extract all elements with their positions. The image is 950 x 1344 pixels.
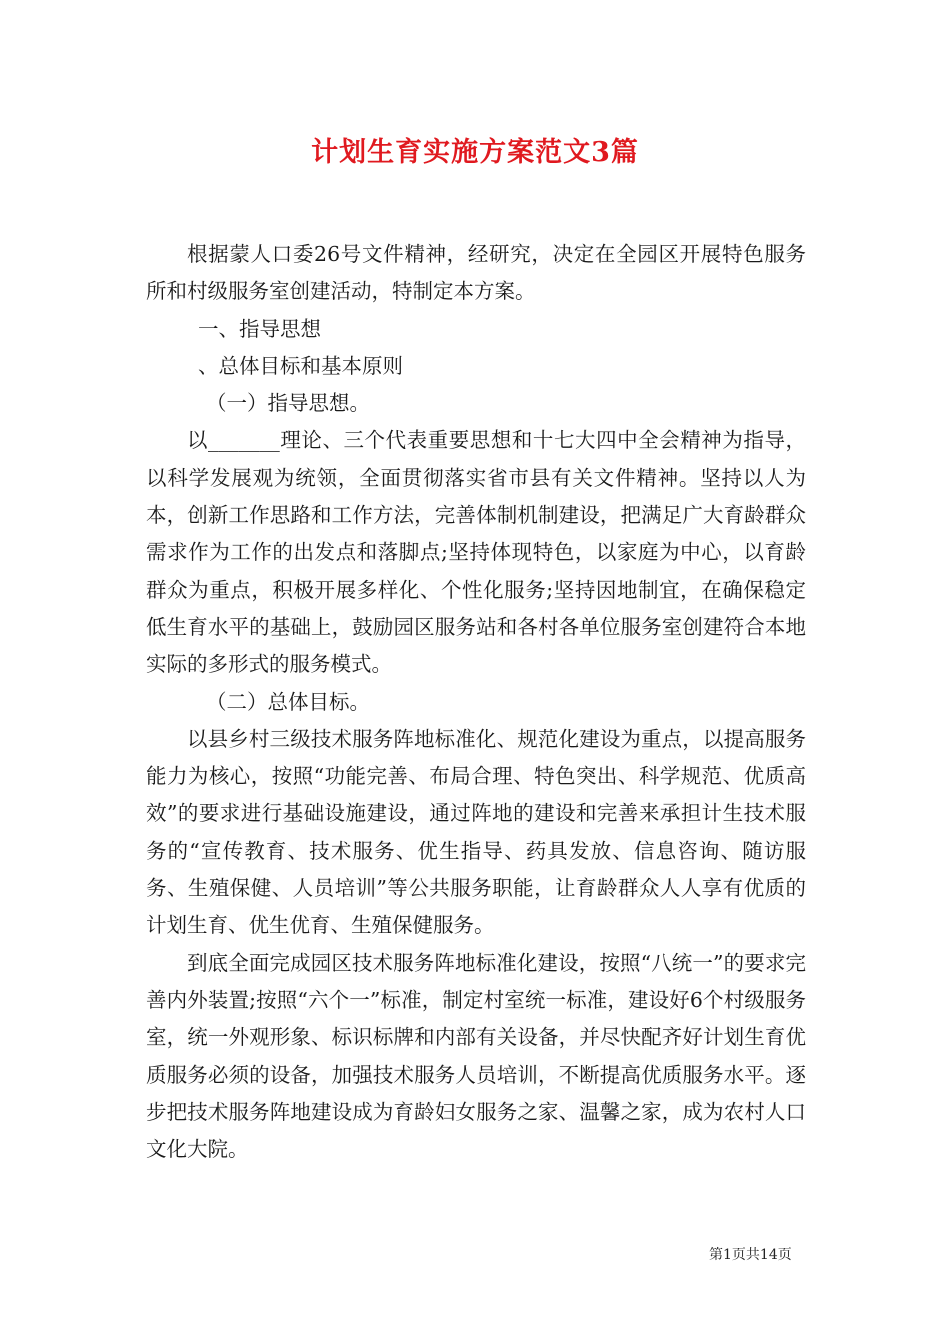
overall-goal-paragraph: 以县乡村三级技术服务阵地标准化、规范化建设为重点，以提高服务能力为核心，按照“功能完善、布局合理、特色突出、科学规范、优质高效”的要求进行基础设施建设，通过阵地的建设和完善来承担计生技术服务的“宣传教育、技术服务、优生指导、药具发放、信息咨询、随访服务、生殖保健、人员培训”等公共服务职能，让育龄群众人人享有优质的计划生育、优生优育、生殖保健服务。 xyxy=(146,726,806,938)
subsection-heading-overall-goal: （二）总体目标。 xyxy=(206,689,370,714)
subsection-heading-guiding-ideology: （一）指导思想。 xyxy=(206,391,370,416)
completion-paragraph: 到底全面完成园区技术服务阵地标准化建设，按照“八统一”的要求完善内外装置;按照“六个一”标准，制定村室统一标准，建设好6个村级服务室，统一外观形象、标识标牌和内部有关设备，并尽快配齐好计划生育优质服务必须的设备，加强技术服务人员培训，不断提高优质服务水平。逐步把技术服务阵地建设成为育龄妇女服务之家、温馨之家，成为农村人口文化大院。 xyxy=(146,950,806,1162)
section-heading-guiding-ideology: 一、指导思想 xyxy=(198,316,321,341)
section-heading-overall-goals: 、总体目标和基本原则 xyxy=(198,353,403,378)
document-title: 计划生育实施方案范文3篇 xyxy=(311,137,639,168)
document-body xyxy=(146,236,806,1168)
guiding-ideology-paragraph: 以_______理论、三个代表重要思想和十七大四中全会精神为指导，以科学发展观为统领，全面贯彻落实省市县有关文件精神。坚持以人为本，创新工作思路和工作方法，完善体制机制建设，把满足广大育龄群众需求作为工作的出发点和落脚点;坚持体现特色，以家庭为中心，以育龄群众为重点，积极开展多样化、个性化服务;坚持因地制宜，在确保稳定低生育水平的基础上，鼓励园区服务站和各村各单位服务室创建符合本地实际的多形式的服务模式。 xyxy=(146,428,806,677)
intro-paragraph: 根据蒙人口委26号文件精神，经研究，决定在全园区开展特色服务所和村级服务室创建活动，特制定本方案。 xyxy=(146,242,806,304)
page-number-footer: 第1页共14页 xyxy=(709,1247,792,1263)
